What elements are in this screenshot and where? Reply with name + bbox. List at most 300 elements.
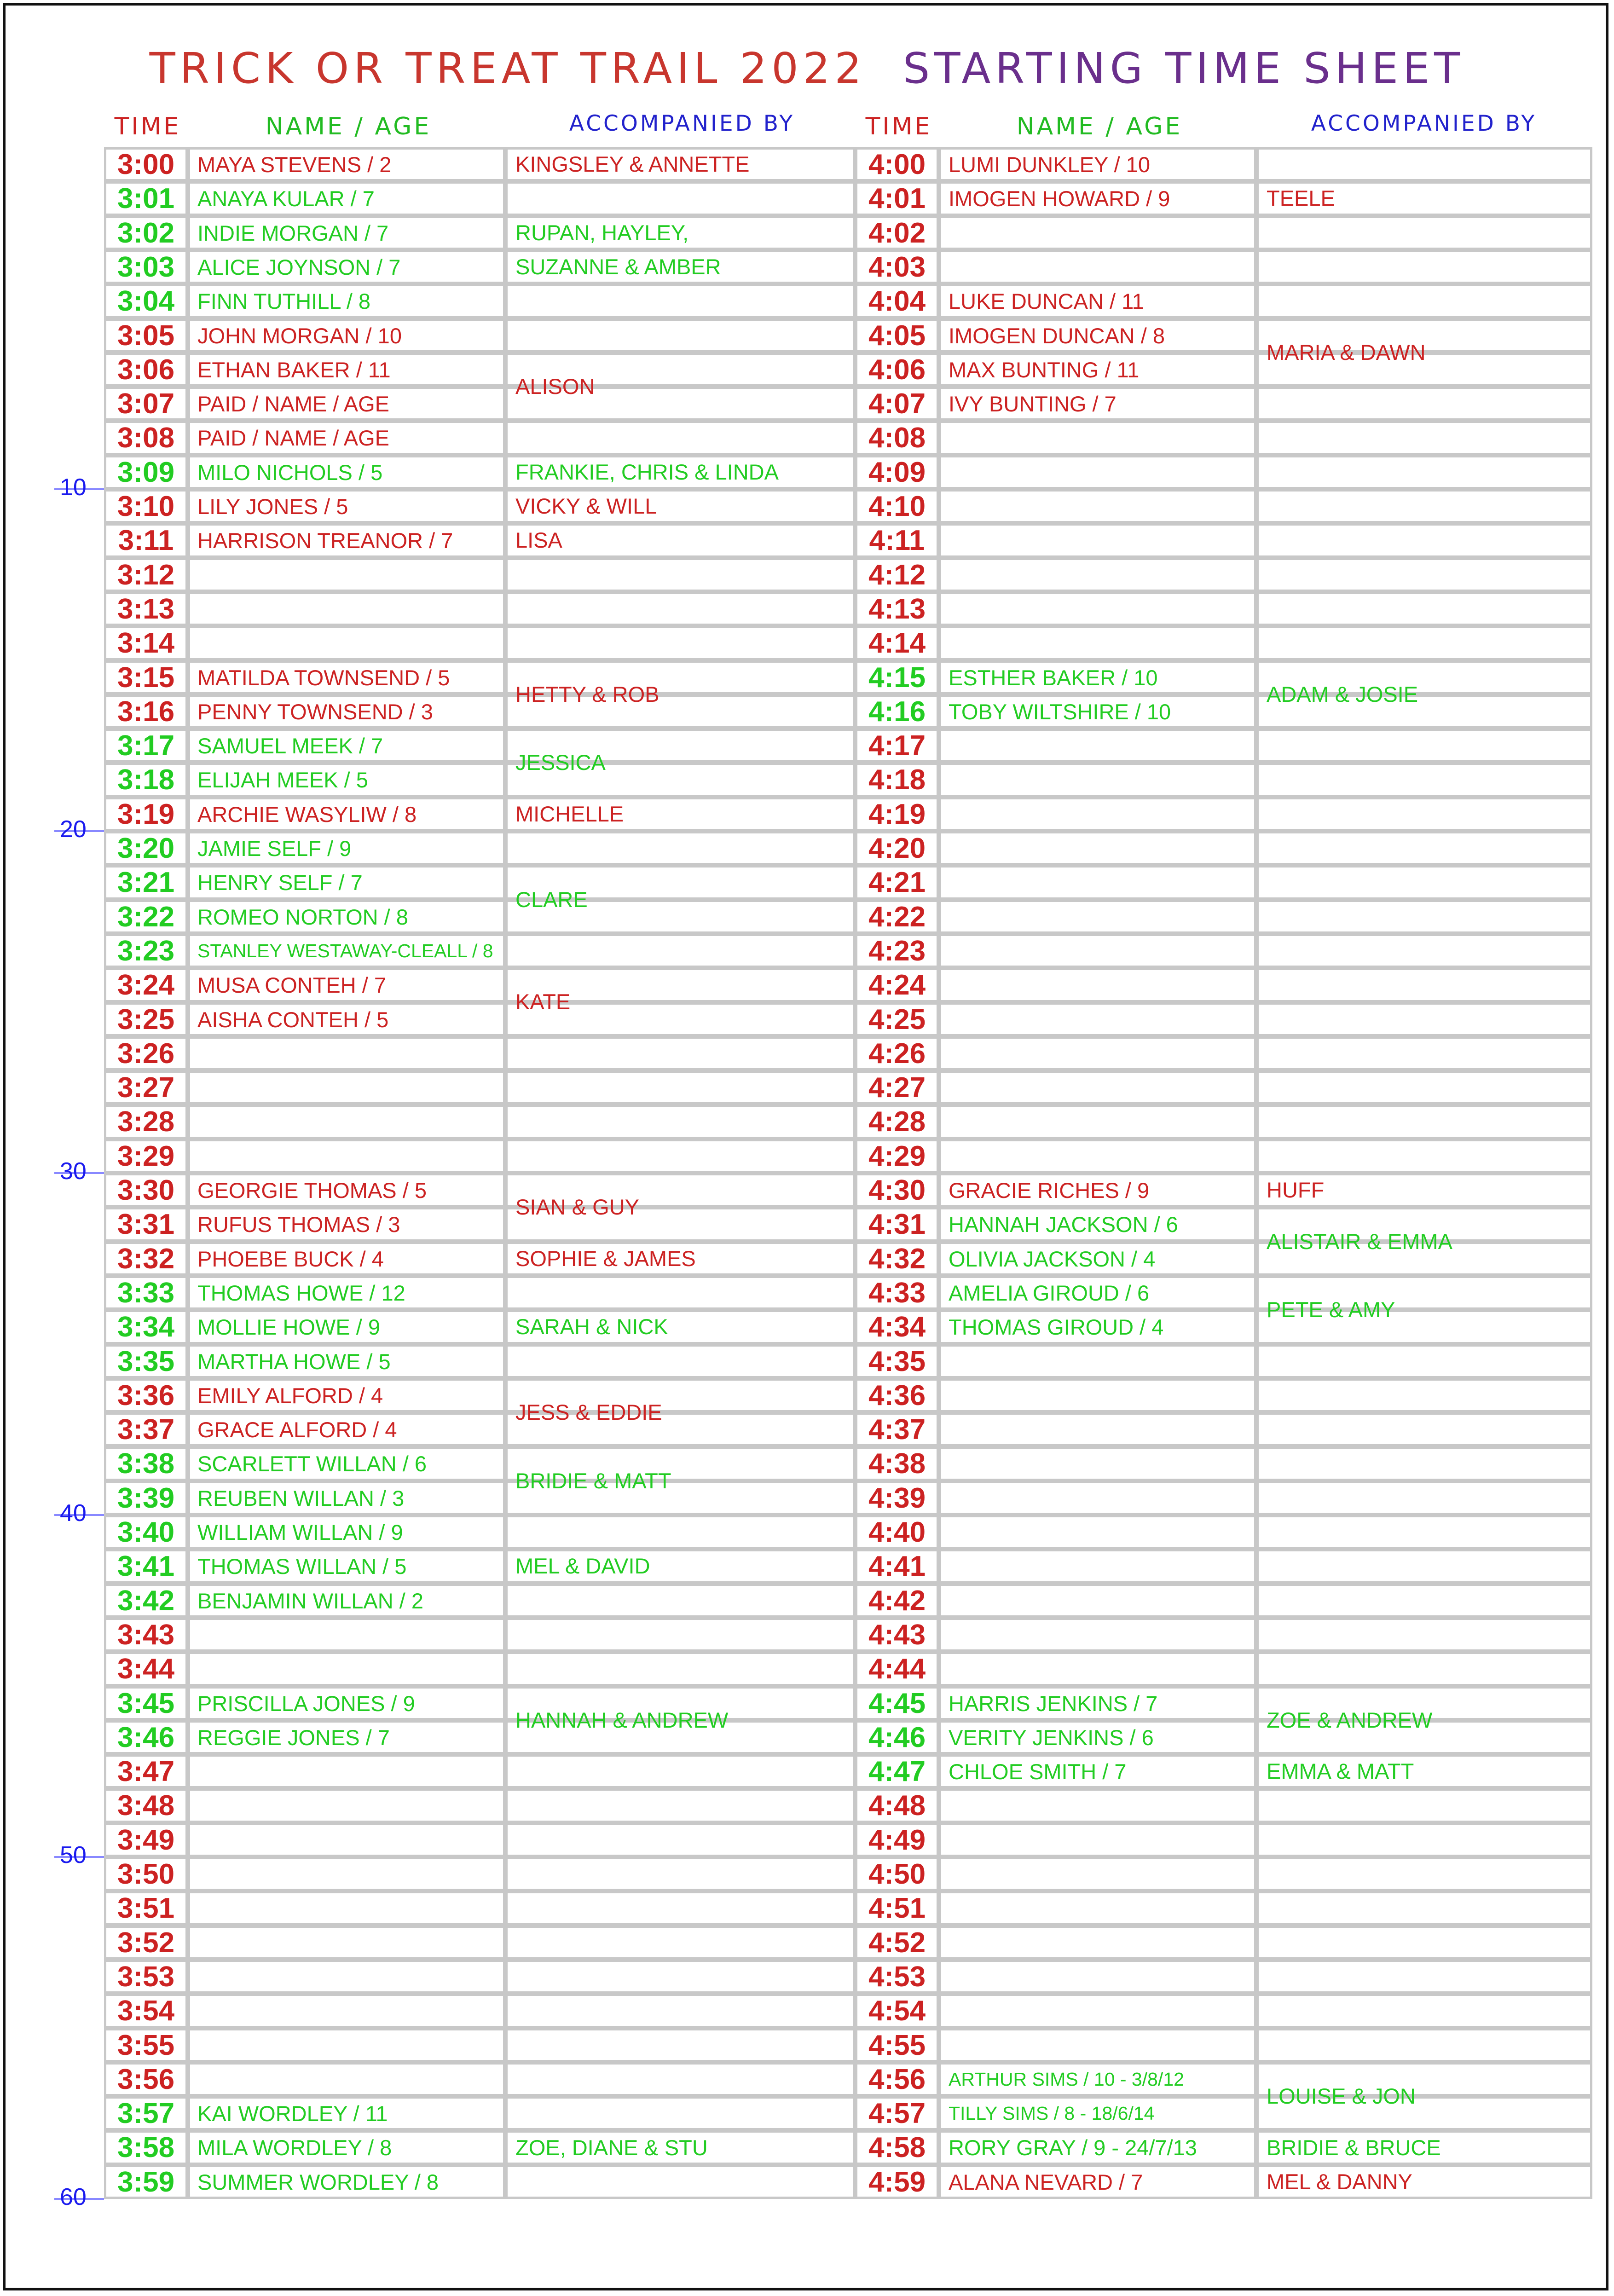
accompanied-cell bbox=[505, 1276, 855, 1310]
participant-name-age bbox=[939, 1412, 1256, 1446]
accompanied-by-text: HETTY & ROB bbox=[515, 682, 659, 706]
time-slot: 3:15 bbox=[104, 660, 188, 694]
participant-name-age bbox=[939, 1584, 1256, 1618]
time-slot: 3:48 bbox=[104, 1788, 188, 1823]
time-slot: 3:44 bbox=[104, 1652, 188, 1686]
accompanied-cell bbox=[505, 1070, 855, 1105]
time-slot: 4:40 bbox=[855, 1515, 939, 1549]
accompanied-cell bbox=[1256, 968, 1592, 1002]
ruler-label: 30 bbox=[60, 1158, 87, 1185]
ruler-label: 40 bbox=[60, 1500, 87, 1527]
participant-name-age: ESTHER BAKER / 10 bbox=[939, 660, 1256, 694]
participant-name-age: RORY GRAY / 9 - 24/7/13 bbox=[939, 2130, 1256, 2165]
participant-name-age bbox=[939, 421, 1256, 455]
time-slot: 4:13 bbox=[855, 592, 939, 626]
accompanied-cell bbox=[1256, 250, 1592, 284]
time-slot: 4:20 bbox=[855, 831, 939, 865]
participant-name-age bbox=[939, 934, 1256, 968]
participant-name-age: ETHAN BAKER / 11 bbox=[188, 353, 505, 387]
participant-name-age bbox=[188, 1857, 505, 1891]
participant-name-age: LUKE DUNCAN / 11 bbox=[939, 284, 1256, 318]
accompanied-by-text: CLARE bbox=[515, 887, 588, 912]
time-slot: 4:35 bbox=[855, 1344, 939, 1378]
accompanied-cell bbox=[505, 181, 855, 216]
accompanied-cell bbox=[505, 1857, 855, 1891]
participant-name-age: IMOGEN HOWARD / 9 bbox=[939, 181, 1256, 216]
accompanied-cell bbox=[1256, 1960, 1592, 1994]
time-slot: 3:20 bbox=[104, 831, 188, 865]
participant-name-age: ALANA NEVARD / 7 bbox=[939, 2165, 1256, 2199]
accompanied-cell bbox=[505, 2096, 855, 2130]
page-title bbox=[0, 44, 1614, 93]
time-slot: 3:28 bbox=[104, 1105, 188, 1139]
participant-name-age bbox=[939, 216, 1256, 250]
participant-name-age bbox=[939, 900, 1256, 934]
accompanied-cell bbox=[1256, 284, 1592, 318]
accompanied-cell bbox=[505, 1584, 855, 1618]
participant-name-age: GEORGIE THOMAS / 5 bbox=[188, 1173, 505, 1207]
participant-name-age: HANNAH JACKSON / 6 bbox=[939, 1207, 1256, 1242]
time-slot: 3:34 bbox=[104, 1310, 188, 1344]
ruler-label: 10 bbox=[60, 474, 87, 501]
accompanied-by-text: KATE bbox=[515, 989, 571, 1014]
participant-name-age bbox=[939, 626, 1256, 660]
participant-name-age: ARCHIE WASYLIW / 8 bbox=[188, 797, 505, 831]
participant-name-age: GRACE ALFORD / 4 bbox=[188, 1412, 505, 1446]
accompanied-by-text: SIAN & GUY bbox=[515, 1195, 640, 1219]
participant-name-age bbox=[188, 1618, 505, 1652]
time-slot: 4:56 bbox=[855, 2062, 939, 2096]
accompanied-by-text: FRANKIE, CHRIS & LINDA bbox=[515, 460, 779, 484]
header-name-right: NAME / AGE bbox=[1016, 113, 1183, 140]
time-slot: 4:22 bbox=[855, 900, 939, 934]
participant-name-age bbox=[188, 1036, 505, 1070]
accompanied-by-text: JESS & EDDIE bbox=[515, 1400, 662, 1424]
accompanied-cell bbox=[1256, 489, 1592, 523]
time-slot: 3:43 bbox=[104, 1618, 188, 1652]
time-slot: 4:37 bbox=[855, 1412, 939, 1446]
time-slot: 3:01 bbox=[104, 181, 188, 216]
participant-name-age: INDIE MORGAN / 7 bbox=[188, 216, 505, 250]
accompanied-cell bbox=[505, 1105, 855, 1139]
participant-name-age bbox=[939, 1002, 1256, 1036]
participant-name-age: JAMIE SELF / 9 bbox=[188, 831, 505, 865]
time-slot: 3:11 bbox=[104, 523, 188, 558]
time-slot: 3:14 bbox=[104, 626, 188, 660]
participant-name-age bbox=[188, 1070, 505, 1105]
participant-name-age: AMELIA GIROUD / 6 bbox=[939, 1276, 1256, 1310]
accompanied-by-text: SARAH & NICK bbox=[515, 1314, 668, 1339]
time-slot: 3:19 bbox=[104, 797, 188, 831]
time-slot: 4:50 bbox=[855, 1857, 939, 1891]
participant-name-age: JOHN MORGAN / 10 bbox=[188, 318, 505, 353]
time-slot: 4:38 bbox=[855, 1446, 939, 1481]
time-slot: 4:54 bbox=[855, 1994, 939, 2028]
time-slot: 3:25 bbox=[104, 1002, 188, 1036]
time-slot: 4:30 bbox=[855, 1173, 939, 1207]
participant-name-age: MILO NICHOLS / 5 bbox=[188, 455, 505, 489]
accompanied-cell bbox=[505, 1515, 855, 1549]
header-time-right: TIME bbox=[865, 113, 932, 140]
accompanied-cell bbox=[1256, 2028, 1592, 2062]
time-slot: 4:15 bbox=[855, 660, 939, 694]
accompanied-by-text: SUZANNE & AMBER bbox=[515, 254, 721, 279]
participant-name-age: STANLEY WESTAWAY-CLEALL / 8 bbox=[188, 934, 505, 968]
time-slot: 3:59 bbox=[104, 2165, 188, 2199]
participant-name-age bbox=[188, 1105, 505, 1139]
participant-name-age bbox=[939, 1549, 1256, 1584]
time-slot: 4:12 bbox=[855, 558, 939, 592]
participant-name-age: FINN TUTHILL / 8 bbox=[188, 284, 505, 318]
participant-name-age: KAI WORDLEY / 11 bbox=[188, 2096, 505, 2130]
accompanied-cell bbox=[505, 284, 855, 318]
time-slot: 3:58 bbox=[104, 2130, 188, 2165]
accompanied-cell bbox=[1256, 216, 1592, 250]
accompanied-cell bbox=[505, 1754, 855, 1788]
time-slot: 4:46 bbox=[855, 1720, 939, 1754]
time-slot: 4:34 bbox=[855, 1310, 939, 1344]
accompanied-cell bbox=[505, 1823, 855, 1857]
accompanied-cell bbox=[1256, 387, 1592, 421]
accompanied-by-text: HUFF bbox=[1267, 1178, 1325, 1202]
accompanied-cell bbox=[505, 1891, 855, 1926]
participant-name-age bbox=[188, 626, 505, 660]
participant-name-age bbox=[939, 1139, 1256, 1173]
participant-name-age bbox=[939, 592, 1256, 626]
time-slot: 4:11 bbox=[855, 523, 939, 558]
accompanied-by-text: SOPHIE & JAMES bbox=[515, 1246, 696, 1271]
accompanied-by-text: ZOE, DIANE & STU bbox=[515, 2135, 708, 2160]
participant-name-age: IVY BUNTING / 7 bbox=[939, 387, 1256, 421]
time-slot: 4:04 bbox=[855, 284, 939, 318]
participant-name-age bbox=[939, 2028, 1256, 2062]
participant-name-age bbox=[939, 1344, 1256, 1378]
time-slot: 4:33 bbox=[855, 1276, 939, 1310]
time-slot: 3:12 bbox=[104, 558, 188, 592]
participant-name-age: CHLOE SMITH / 7 bbox=[939, 1754, 1256, 1788]
accompanied-cell bbox=[1256, 1618, 1592, 1652]
time-slot: 4:31 bbox=[855, 1207, 939, 1242]
time-slot: 3:53 bbox=[104, 1960, 188, 1994]
accompanied-cell bbox=[1256, 831, 1592, 865]
accompanied-cell bbox=[505, 2165, 855, 2199]
time-slot: 4:24 bbox=[855, 968, 939, 1002]
participant-name-age bbox=[939, 1481, 1256, 1515]
participant-name-age bbox=[939, 1994, 1256, 2028]
participant-name-age bbox=[939, 1446, 1256, 1481]
time-slot: 3:49 bbox=[104, 1823, 188, 1857]
time-slot: 4:07 bbox=[855, 387, 939, 421]
time-slot: 3:47 bbox=[104, 1754, 188, 1788]
header-name-left: NAME / AGE bbox=[265, 113, 432, 140]
accompanied-by-text: ADAM & JOSIE bbox=[1267, 682, 1418, 706]
participant-name-age bbox=[939, 250, 1256, 284]
accompanied-cell bbox=[1256, 1481, 1592, 1515]
time-slot: 4:48 bbox=[855, 1788, 939, 1823]
accompanied-cell bbox=[1256, 729, 1592, 763]
participant-name-age: THOMAS GIROUD / 4 bbox=[939, 1310, 1256, 1344]
participant-name-age: IMOGEN DUNCAN / 8 bbox=[939, 318, 1256, 353]
participant-name-age bbox=[939, 1652, 1256, 1686]
accompanied-cell bbox=[1256, 1378, 1592, 1412]
time-slot: 3:02 bbox=[104, 216, 188, 250]
time-slot: 3:52 bbox=[104, 1926, 188, 1960]
accompanied-cell bbox=[1256, 1515, 1592, 1549]
time-slot: 3:55 bbox=[104, 2028, 188, 2062]
time-slot: 3:32 bbox=[104, 1242, 188, 1276]
participant-name-age: THOMAS HOWE / 12 bbox=[188, 1276, 505, 1310]
participant-name-age bbox=[939, 1891, 1256, 1926]
accompanied-cell bbox=[1256, 934, 1592, 968]
accompanied-cell bbox=[505, 1926, 855, 1960]
time-slot: 3:30 bbox=[104, 1173, 188, 1207]
title-sub: STARTING TIME SHEET bbox=[902, 44, 1465, 93]
time-slot: 4:09 bbox=[855, 455, 939, 489]
time-slot: 4:55 bbox=[855, 2028, 939, 2062]
time-slot: 3:10 bbox=[104, 489, 188, 523]
accompanied-cell bbox=[505, 2062, 855, 2096]
time-slot: 3:00 bbox=[104, 147, 188, 181]
accompanied-cell bbox=[505, 1652, 855, 1686]
ruler-label: 50 bbox=[60, 1842, 87, 1868]
participant-name-age: BENJAMIN WILLAN / 2 bbox=[188, 1584, 505, 1618]
accompanied-by-text: LOUISE & JON bbox=[1267, 2084, 1416, 2108]
time-slot: 3:22 bbox=[104, 900, 188, 934]
time-slot: 4:03 bbox=[855, 250, 939, 284]
time-slot: 4:47 bbox=[855, 1754, 939, 1788]
time-slot: 4:59 bbox=[855, 2165, 939, 2199]
accompanied-cell bbox=[1256, 763, 1592, 797]
title-main: TRICK OR TREAT TRAIL 2022 bbox=[149, 44, 866, 93]
accompanied-cell bbox=[505, 1036, 855, 1070]
accompanied-cell bbox=[1256, 1584, 1592, 1618]
schedule-table bbox=[104, 147, 1592, 2200]
participant-name-age: PAID / NAME / AGE bbox=[188, 421, 505, 455]
participant-name-age bbox=[188, 1994, 505, 2028]
participant-name-age bbox=[939, 831, 1256, 865]
accompanied-cell bbox=[1256, 1002, 1592, 1036]
header-accompanied-right: ACCOMPANIED BY bbox=[1311, 111, 1537, 136]
time-slot: 3:27 bbox=[104, 1070, 188, 1105]
participant-name-age: LUMI DUNKLEY / 10 bbox=[939, 147, 1256, 181]
time-slot: 3:37 bbox=[104, 1412, 188, 1446]
participant-name-age: AISHA CONTEH / 5 bbox=[188, 1002, 505, 1036]
time-slot: 3:46 bbox=[104, 1720, 188, 1754]
time-slot: 4:53 bbox=[855, 1960, 939, 1994]
accompanied-cell bbox=[505, 1788, 855, 1823]
accompanied-cell bbox=[1256, 1788, 1592, 1823]
accompanied-by-text: KINGSLEY & ANNETTE bbox=[515, 152, 750, 176]
time-slot: 3:33 bbox=[104, 1276, 188, 1310]
accompanied-by-text: VICKY & WILL bbox=[515, 494, 657, 518]
accompanied-by-text: TEELE bbox=[1267, 186, 1335, 210]
time-slot: 4:25 bbox=[855, 1002, 939, 1036]
time-slot: 4:27 bbox=[855, 1070, 939, 1105]
ruler-label: 20 bbox=[60, 816, 87, 843]
time-slot: 4:52 bbox=[855, 1926, 939, 1960]
accompanied-by-text: MEL & DANNY bbox=[1267, 2169, 1412, 2194]
accompanied-by-text: BRIDIE & BRUCE bbox=[1267, 2135, 1441, 2160]
participant-name-age bbox=[939, 865, 1256, 900]
participant-name-age: GRACIE RICHES / 9 bbox=[939, 1173, 1256, 1207]
accompanied-by-text: HANNAH & ANDREW bbox=[515, 1708, 729, 1732]
participant-name-age: RUFUS THOMAS / 3 bbox=[188, 1207, 505, 1242]
accompanied-by-text: ZOE & ANDREW bbox=[1267, 1708, 1433, 1732]
time-slot: 4:16 bbox=[855, 694, 939, 729]
time-slot: 3:16 bbox=[104, 694, 188, 729]
accompanied-cell bbox=[505, 1344, 855, 1378]
accompanied-cell bbox=[505, 1139, 855, 1173]
participant-name-age: LILY JONES / 5 bbox=[188, 489, 505, 523]
accompanied-by-text: ALISTAIR & EMMA bbox=[1267, 1229, 1452, 1254]
participant-name-age: MILA WORDLEY / 8 bbox=[188, 2130, 505, 2165]
time-slot: 3:24 bbox=[104, 968, 188, 1002]
accompanied-cell bbox=[1256, 1070, 1592, 1105]
time-slot: 3:08 bbox=[104, 421, 188, 455]
time-slot: 3:45 bbox=[104, 1686, 188, 1720]
time-slot: 3:05 bbox=[104, 318, 188, 353]
accompanied-by-text: MEL & DAVID bbox=[515, 1554, 650, 1578]
accompanied-cell bbox=[1256, 1926, 1592, 1960]
accompanied-cell bbox=[1256, 1412, 1592, 1446]
participant-name-age: ANAYA KULAR / 7 bbox=[188, 181, 505, 216]
time-slot: 4:08 bbox=[855, 421, 939, 455]
time-slot: 4:32 bbox=[855, 1242, 939, 1276]
time-slot: 4:06 bbox=[855, 353, 939, 387]
participant-name-age bbox=[939, 1857, 1256, 1891]
accompanied-cell bbox=[505, 1618, 855, 1652]
participant-name-age bbox=[939, 1070, 1256, 1105]
accompanied-cell bbox=[1256, 797, 1592, 831]
participant-name-age: OLIVIA JACKSON / 4 bbox=[939, 1242, 1256, 1276]
time-slot: 3:26 bbox=[104, 1036, 188, 1070]
participant-name-age: HARRIS JENKINS / 7 bbox=[939, 1686, 1256, 1720]
time-slot: 4:26 bbox=[855, 1036, 939, 1070]
time-slot: 3:56 bbox=[104, 2062, 188, 2096]
accompanied-cell bbox=[505, 592, 855, 626]
participant-name-age: SUMMER WORDLEY / 8 bbox=[188, 2165, 505, 2199]
time-slot: 4:05 bbox=[855, 318, 939, 353]
accompanied-cell bbox=[505, 318, 855, 353]
time-slot: 3:36 bbox=[104, 1378, 188, 1412]
participant-name-age: VERITY JENKINS / 6 bbox=[939, 1720, 1256, 1754]
accompanied-cell bbox=[1256, 900, 1592, 934]
time-slot: 4:39 bbox=[855, 1481, 939, 1515]
participant-name-age: EMILY ALFORD / 4 bbox=[188, 1378, 505, 1412]
accompanied-cell bbox=[1256, 626, 1592, 660]
time-slot: 3:23 bbox=[104, 934, 188, 968]
time-slot: 3:38 bbox=[104, 1446, 188, 1481]
accompanied-cell bbox=[505, 934, 855, 968]
participant-name-age bbox=[188, 1960, 505, 1994]
time-slot: 4:43 bbox=[855, 1618, 939, 1652]
participant-name-age bbox=[188, 1139, 505, 1173]
accompanied-cell bbox=[1256, 1549, 1592, 1584]
participant-name-age: MOLLIE HOWE / 9 bbox=[188, 1310, 505, 1344]
time-slot: 4:18 bbox=[855, 763, 939, 797]
time-slot: 4:19 bbox=[855, 797, 939, 831]
accompanied-by-text: MICHELLE bbox=[515, 802, 624, 826]
time-slot: 3:31 bbox=[104, 1207, 188, 1242]
participant-name-age: MUSA CONTEH / 7 bbox=[188, 968, 505, 1002]
participant-name-age: HARRISON TREANOR / 7 bbox=[188, 523, 505, 558]
participant-name-age: MARTHA HOWE / 5 bbox=[188, 1344, 505, 1378]
participant-name-age bbox=[939, 1960, 1256, 1994]
participant-name-age bbox=[939, 1378, 1256, 1412]
accompanied-cell bbox=[505, 558, 855, 592]
time-slot: 4:00 bbox=[855, 147, 939, 181]
participant-name-age: REGGIE JONES / 7 bbox=[188, 1720, 505, 1754]
accompanied-cell bbox=[505, 626, 855, 660]
time-slot: 3:42 bbox=[104, 1584, 188, 1618]
participant-name-age bbox=[188, 2028, 505, 2062]
time-slot: 4:58 bbox=[855, 2130, 939, 2165]
participant-name-age bbox=[188, 1823, 505, 1857]
time-slot: 4:44 bbox=[855, 1652, 939, 1686]
time-slot: 4:51 bbox=[855, 1891, 939, 1926]
participant-name-age: ALICE JOYNSON / 7 bbox=[188, 250, 505, 284]
participant-name-age: MATILDA TOWNSEND / 5 bbox=[188, 660, 505, 694]
time-slot: 4:17 bbox=[855, 729, 939, 763]
participant-name-age: HENRY SELF / 7 bbox=[188, 865, 505, 900]
participant-name-age bbox=[188, 1652, 505, 1686]
participant-name-age: REUBEN WILLAN / 3 bbox=[188, 1481, 505, 1515]
time-slot: 3:35 bbox=[104, 1344, 188, 1378]
participant-name-age bbox=[939, 1618, 1256, 1652]
time-slot: 4:41 bbox=[855, 1549, 939, 1584]
accompanied-cell bbox=[1256, 592, 1592, 626]
time-slot: 4:10 bbox=[855, 489, 939, 523]
participant-name-age: PRISCILLA JONES / 9 bbox=[188, 1686, 505, 1720]
participant-name-age bbox=[939, 729, 1256, 763]
participant-name-age: WILLIAM WILLAN / 9 bbox=[188, 1515, 505, 1549]
time-slot: 3:04 bbox=[104, 284, 188, 318]
accompanied-cell bbox=[1256, 1891, 1592, 1926]
participant-name-age bbox=[939, 1926, 1256, 1960]
time-slot: 4:21 bbox=[855, 865, 939, 900]
participant-name-age bbox=[939, 1823, 1256, 1857]
participant-name-age bbox=[188, 558, 505, 592]
time-slot: 3:09 bbox=[104, 455, 188, 489]
participant-name-age: PAID / NAME / AGE bbox=[188, 387, 505, 421]
time-slot: 3:57 bbox=[104, 2096, 188, 2130]
accompanied-cell bbox=[1256, 558, 1592, 592]
participant-name-age bbox=[939, 1515, 1256, 1549]
participant-name-age: ROMEO NORTON / 8 bbox=[188, 900, 505, 934]
accompanied-cell bbox=[505, 421, 855, 455]
participant-name-age bbox=[939, 455, 1256, 489]
accompanied-cell bbox=[505, 1960, 855, 1994]
time-slot: 3:06 bbox=[104, 353, 188, 387]
accompanied-cell bbox=[505, 2028, 855, 2062]
time-slot: 4:02 bbox=[855, 216, 939, 250]
participant-name-age bbox=[188, 1754, 505, 1788]
accompanied-cell bbox=[1256, 1857, 1592, 1891]
participant-name-age bbox=[939, 1788, 1256, 1823]
time-slot: 3:21 bbox=[104, 865, 188, 900]
accompanied-cell bbox=[1256, 1823, 1592, 1857]
accompanied-cell bbox=[1256, 1105, 1592, 1139]
time-slot: 3:03 bbox=[104, 250, 188, 284]
ruler-label: 60 bbox=[60, 2184, 87, 2210]
accompanied-by-text: MARIA & DAWN bbox=[1267, 340, 1426, 364]
participant-name-age: SCARLETT WILLAN / 6 bbox=[188, 1446, 505, 1481]
accompanied-cell bbox=[1256, 1036, 1592, 1070]
accompanied-by-text: PETE & AMY bbox=[1267, 1297, 1395, 1322]
accompanied-cell bbox=[505, 1994, 855, 2028]
participant-name-age: TILLY SIMS / 8 - 18/6/14 bbox=[939, 2096, 1256, 2130]
accompanied-by-text: LISA bbox=[515, 528, 562, 552]
